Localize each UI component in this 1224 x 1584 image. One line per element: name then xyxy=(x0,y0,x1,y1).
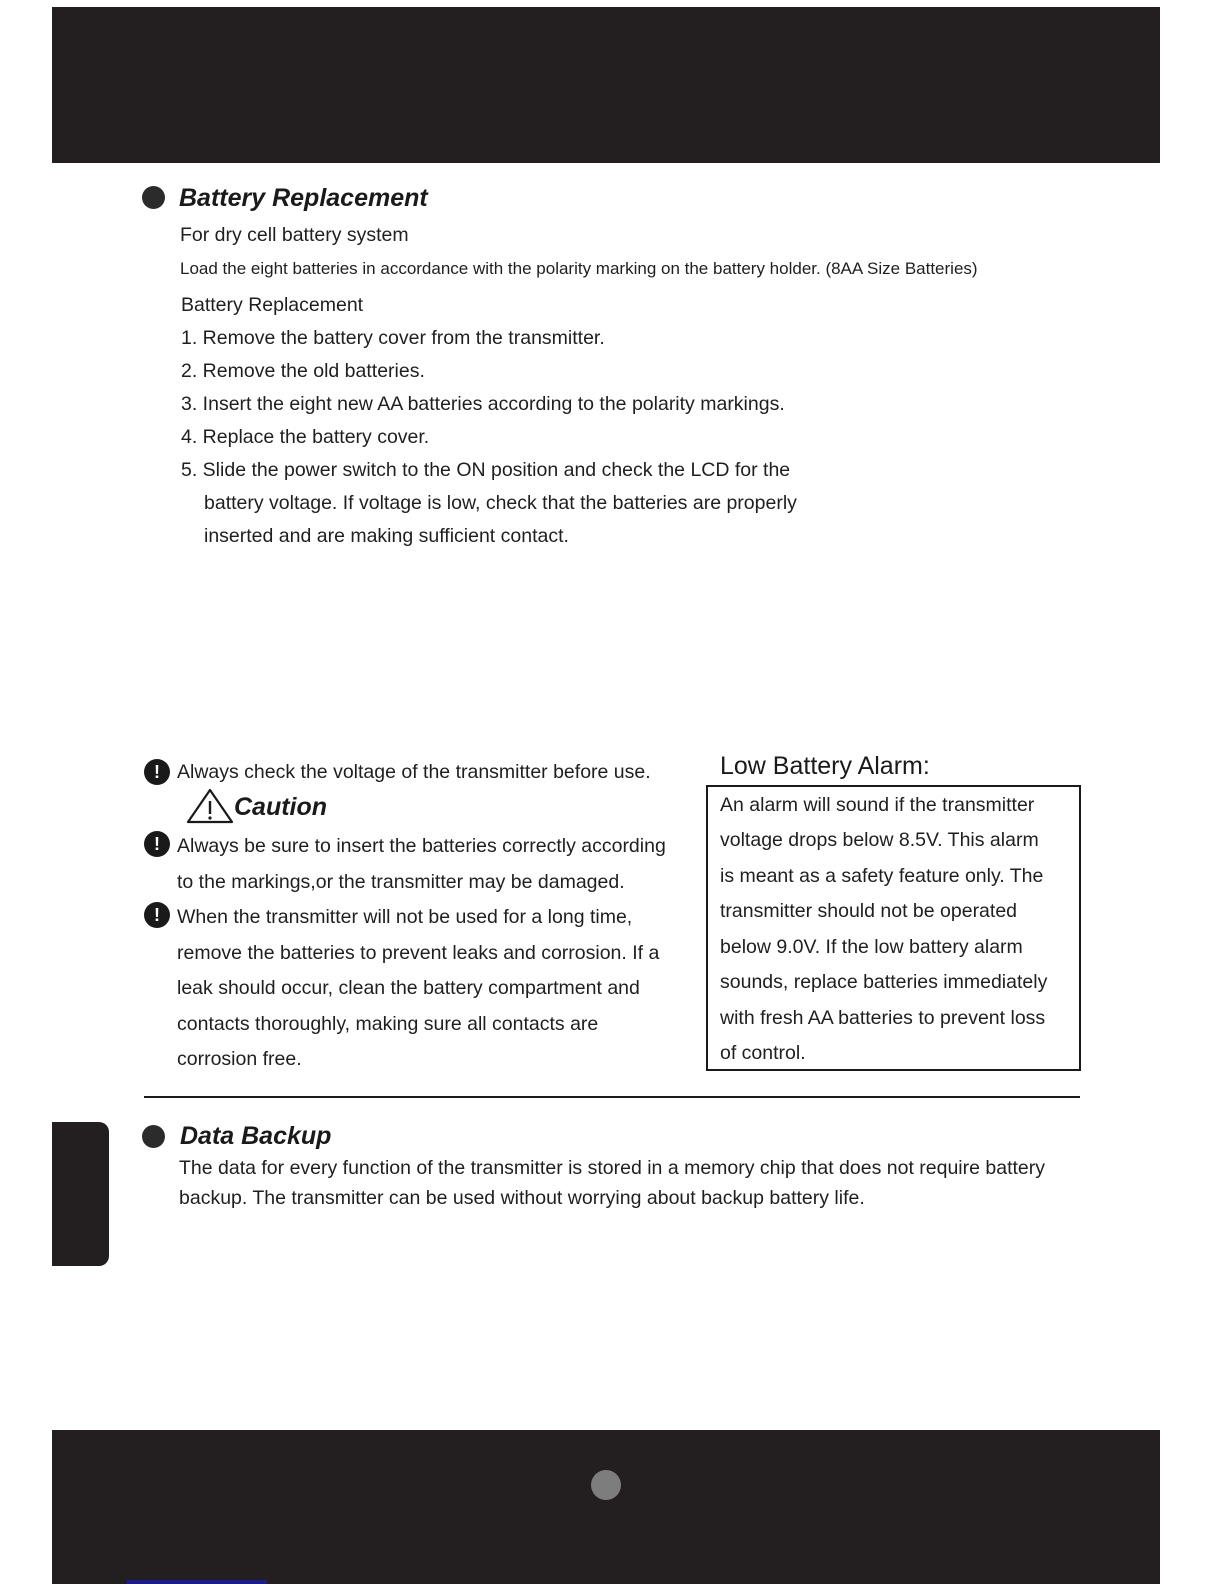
header-band xyxy=(52,7,1160,163)
section-title-battery-replacement: Battery Replacement xyxy=(179,184,428,212)
exclamation-icon: ! xyxy=(144,831,170,857)
exclamation-icon: ! xyxy=(144,759,170,785)
note-check-voltage: Always check the voltage of the transmitter before use. xyxy=(177,761,651,783)
note-storage-line: contacts thoroughly, making sure all contacts are xyxy=(177,1013,599,1035)
alarm-text-line: An alarm will sound if the transmitter xyxy=(720,794,1035,816)
caution-label: Caution xyxy=(234,793,328,821)
step-item: 2. Remove the old batteries. xyxy=(181,360,425,382)
note-storage-line: When the transmitter will not be used for a long time, xyxy=(177,906,633,928)
page-number-dot xyxy=(591,1470,621,1500)
battery-subtitle: For dry cell battery system xyxy=(180,224,409,246)
low-battery-alarm-title: Low Battery Alarm: xyxy=(720,752,930,780)
alarm-text-line: sounds, replace batteries immediately xyxy=(720,971,1048,993)
section-bullet-icon xyxy=(142,1125,165,1148)
alarm-text-line: of control. xyxy=(720,1042,806,1064)
note-insert-line: Always be sure to insert the batteries correctly according xyxy=(177,835,666,857)
backup-text-line: The data for every function of the transmitter is stored in a memory chip that does not require battery xyxy=(179,1157,1046,1179)
section-divider xyxy=(144,1096,1080,1098)
step-item: 1. Remove the battery cover from the transmitter. xyxy=(181,327,605,349)
chapter-side-tab xyxy=(52,1122,109,1266)
note-storage-line: remove the batteries to prevent leaks and corrosion. If a xyxy=(177,942,660,964)
note-storage-line: leak should occur, clean the battery compartment and xyxy=(177,977,640,999)
step-item: 4. Replace the battery cover. xyxy=(181,426,430,448)
alarm-text-line: voltage drops below 8.5V. This alarm xyxy=(720,829,1039,851)
footer-band xyxy=(52,1430,1160,1584)
footer-accent-bar xyxy=(127,1580,267,1584)
alarm-text-line: is meant as a safety feature only. The xyxy=(720,865,1044,887)
section-title-data-backup: Data Backup xyxy=(180,1122,332,1150)
alarm-text-line: with fresh AA batteries to prevent loss xyxy=(720,1007,1046,1029)
step-item-continued: battery voltage. If voltage is low, check that the batteries are properly xyxy=(204,492,797,514)
alarm-text-line: below 9.0V. If the low battery alarm xyxy=(720,936,1023,958)
backup-text-line: backup. The transmitter can be used without worrying about backup battery life. xyxy=(179,1187,865,1209)
exclamation-icon: ! xyxy=(144,902,170,928)
battery-load-note: Load the eight batteries in accordance with the polarity marking on the battery holder. (8AA Size Batteries) xyxy=(180,259,978,278)
step-item: 5. Slide the power switch to the ON position and check the LCD for the xyxy=(181,459,791,481)
note-storage-line: corrosion free. xyxy=(177,1048,302,1070)
section-bullet-icon xyxy=(142,186,165,209)
note-insert-line: to the markings,or the transmitter may be damaged. xyxy=(177,871,625,893)
alarm-text-line: transmitter should not be operated xyxy=(720,900,1018,922)
step-item-continued: inserted and are making sufficient contact. xyxy=(204,525,569,547)
step-item: 3. Insert the eight new AA batteries according to the polarity markings. xyxy=(181,393,785,415)
caution-triangle-icon xyxy=(186,788,234,824)
steps-heading: Battery Replacement xyxy=(181,294,364,316)
